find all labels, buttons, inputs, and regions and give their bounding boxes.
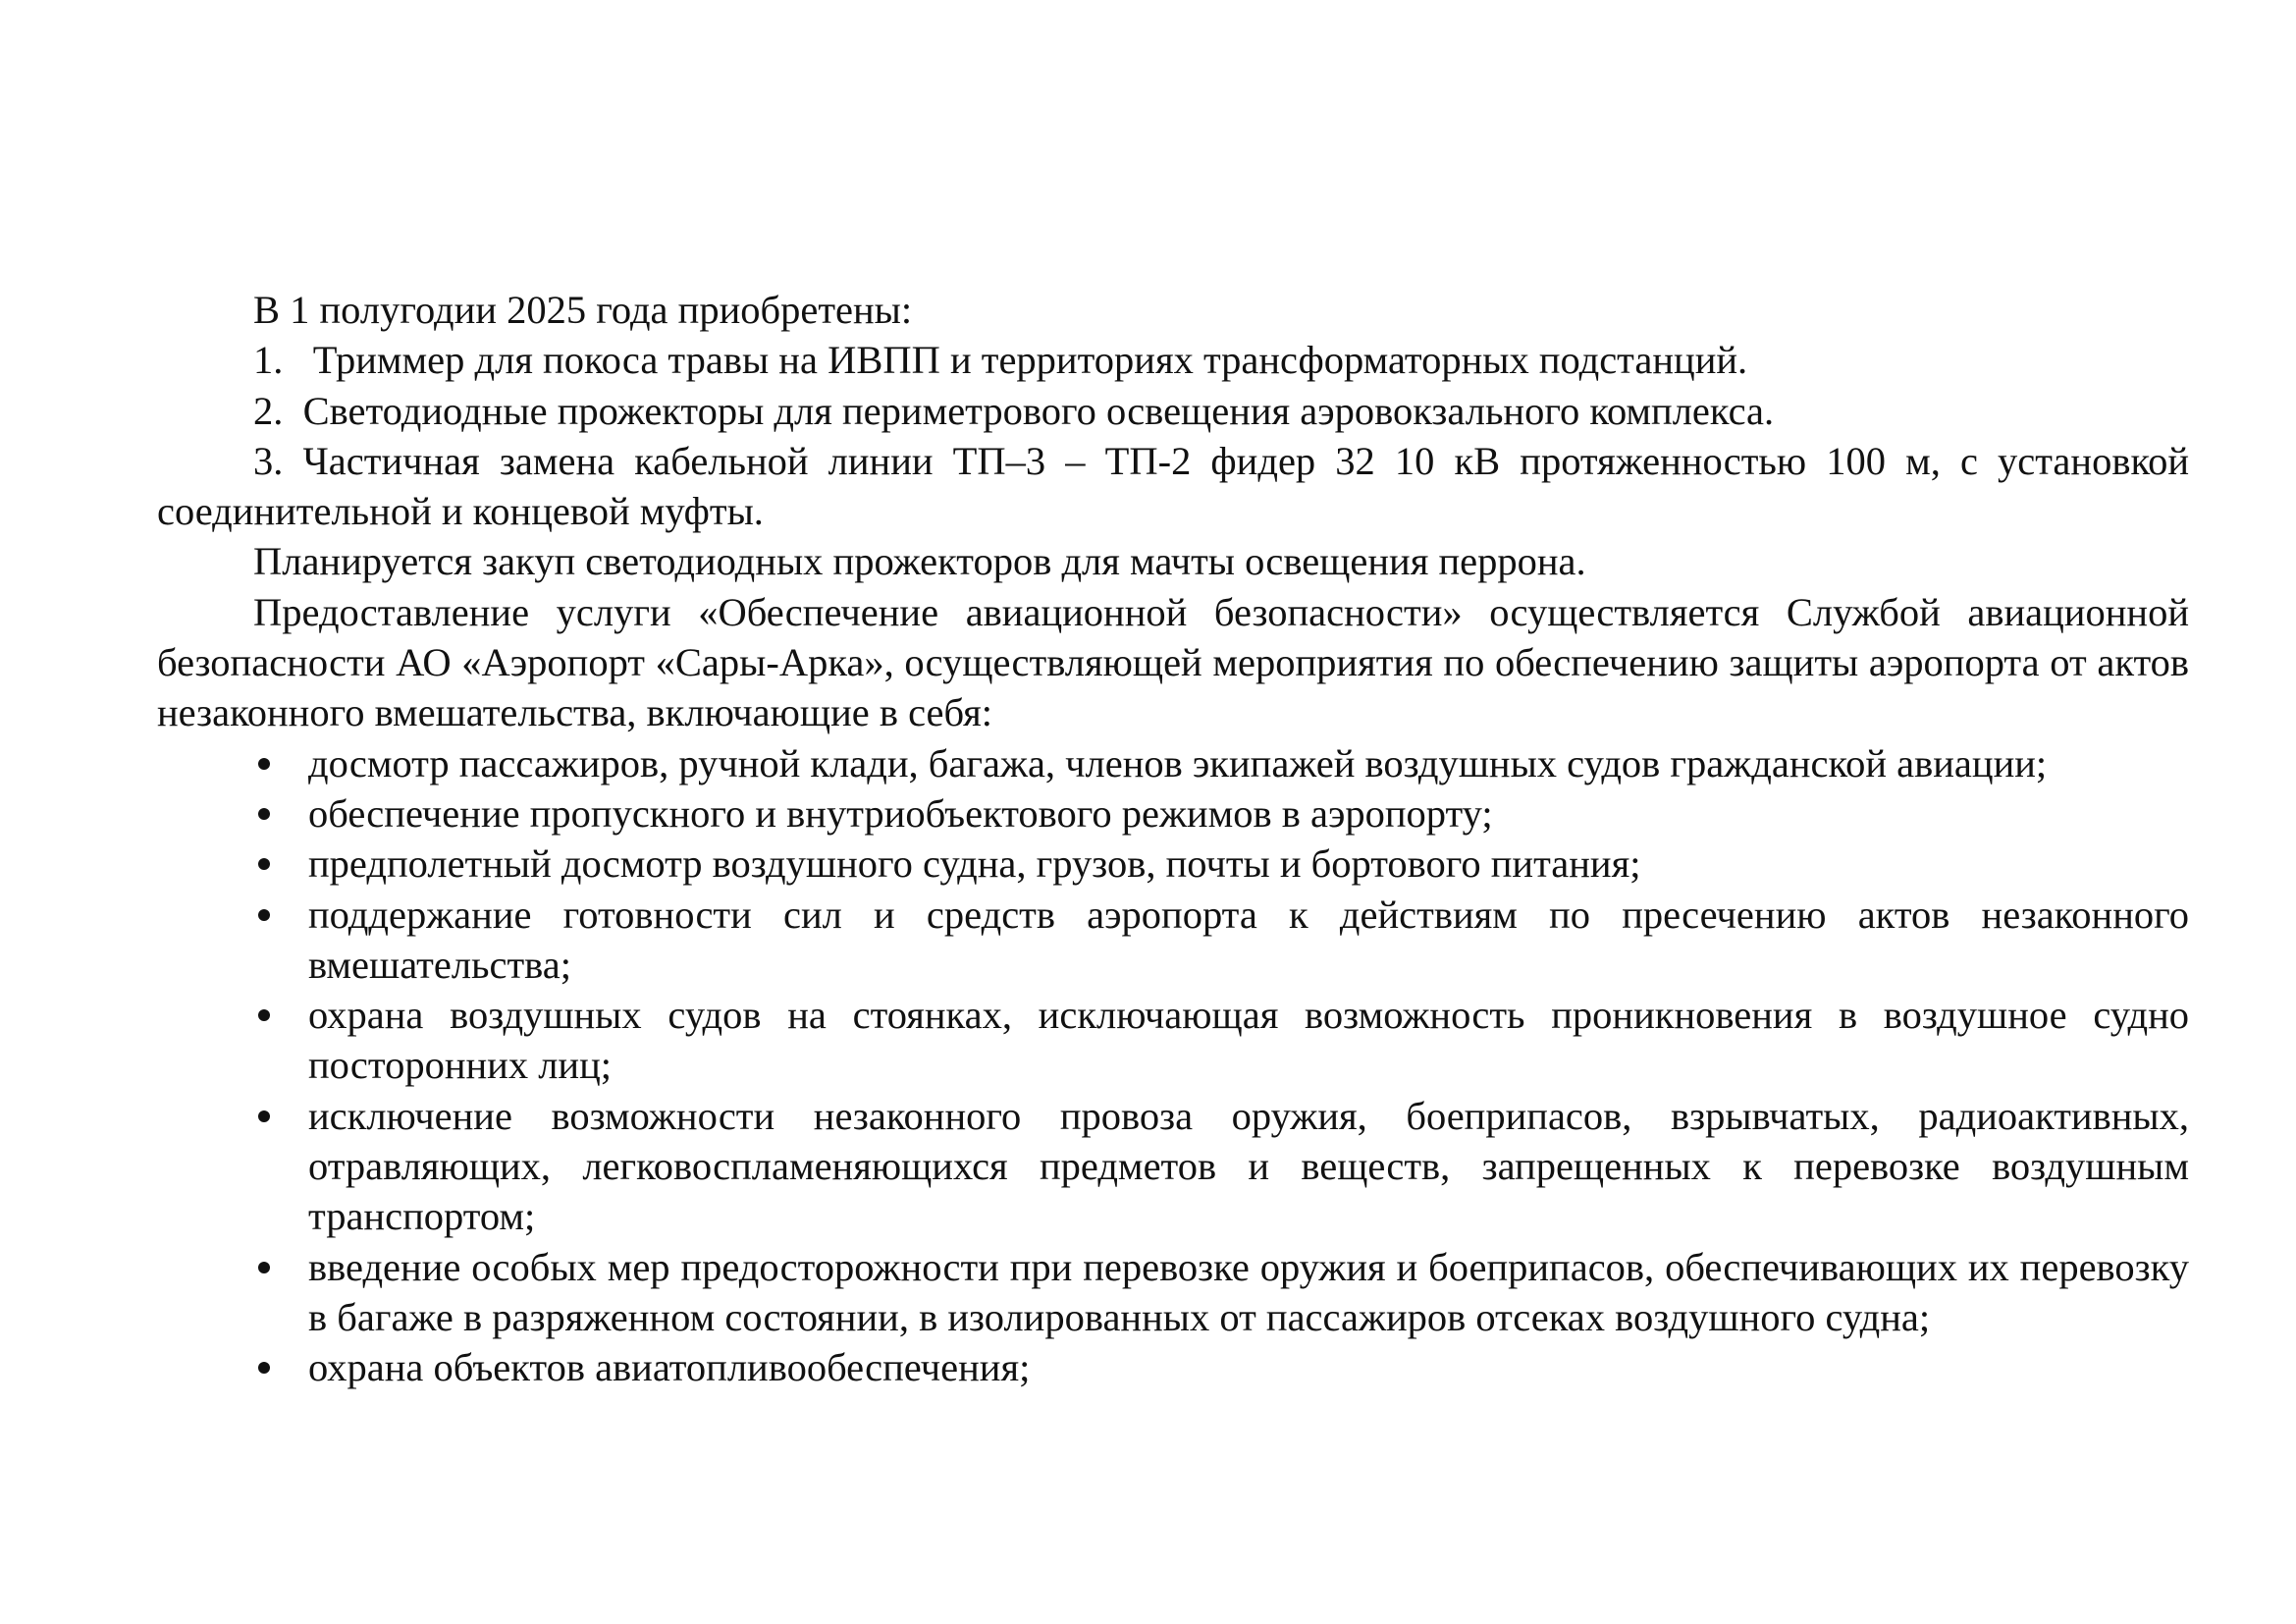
acquired-item-number: 3. xyxy=(253,438,284,483)
list-item-text: поддержание готовности сил и средств аэропорта к действиям по пресечению актов незаконного вмешательства; xyxy=(308,892,2189,987)
list-item-text: исключение возможности незаконного провоза оружия, боеприпасов, взрывчатых, радиоактивных, отравляющих, легковоспламеняющихся предметов и веществ, запрещенных к перевозке воздушным транспортом; xyxy=(308,1093,2189,1239)
list-item-text: охрана объектов авиатопливообеспечения; xyxy=(308,1345,1031,1390)
bullet-icon xyxy=(258,1110,270,1122)
document-body xyxy=(157,285,2189,1393)
security-measures-list xyxy=(157,738,2189,1393)
bullet-icon xyxy=(258,758,270,770)
list-item-text: введение особых мер предосторожности при перевозке оружия и боеприпасов, обеспечивающих их перевозку в багаже в разряженном состоянии, в изолированных от пассажиров отсеках воздушного судна; xyxy=(308,1244,2189,1339)
list-item-text: обеспечение пропускного и внутриобъектового режимов в аэропорту; xyxy=(308,790,1493,836)
list-item xyxy=(157,1342,2189,1392)
list-item xyxy=(157,1091,2189,1242)
bullet-icon xyxy=(258,858,270,870)
security-intro-paragraph: Предоставление услуги «Обеспечение авиационной безопасности» осуществляется Службой авиационной безопасности АО «Аэропорт «Сары-Арка», осуществляющей мероприятия по обеспечению защиты аэропорта от актов незаконного вмешательства, включающие в себя: xyxy=(157,589,2189,735)
list-item-text: предполетный досмотр воздушного судна, грузов, почты и бортового питания; xyxy=(308,841,1641,887)
list-item xyxy=(157,738,2189,788)
list-item xyxy=(157,990,2189,1091)
list-item-text: досмотр пассажиров, ручной клади, багажа, членов экипажей воздушных судов гражданской авиации; xyxy=(308,740,2048,785)
acquired-item-number: 2. xyxy=(253,388,284,433)
acquired-item-text: Триммер для покоса травы на ИВПП и территориях трансформаторных подстанций. xyxy=(312,338,1748,383)
bullet-icon xyxy=(258,1262,270,1273)
bullet-icon xyxy=(258,1362,270,1374)
bullet-icon xyxy=(258,909,270,921)
bullet-icon xyxy=(258,1009,270,1021)
acquired-item-text: Светодиодные прожекторы для периметрового освещения аэровокзального комплекса. xyxy=(302,388,1775,433)
acquired-item-text: Частичная замена кабельной линии ТП–3 – ТП-2 фидер 32 10 кВ протяженностью 100 м, с установкой соединительной и концевой муфты. xyxy=(157,438,2189,534)
bullet-icon xyxy=(258,808,270,820)
acquired-item-1 xyxy=(157,335,2189,385)
list-item xyxy=(157,1242,2189,1343)
acquired-item-2 xyxy=(157,386,2189,436)
list-item xyxy=(157,890,2189,991)
list-item-text: охрана воздушных судов на стоянках, исключающая возможность проникновения в воздушное судно посторонних лиц; xyxy=(308,993,2189,1088)
list-item xyxy=(157,839,2189,889)
planned-paragraph: Планируется закуп светодиодных прожекторов для мачты освещения перрона. xyxy=(253,539,1586,584)
acquired-item-number: 1. xyxy=(253,338,284,383)
acquired-item-3 xyxy=(157,436,2189,537)
intro-paragraph: В 1 полугодии 2025 года приобретены: xyxy=(253,288,913,332)
list-item xyxy=(157,788,2189,839)
